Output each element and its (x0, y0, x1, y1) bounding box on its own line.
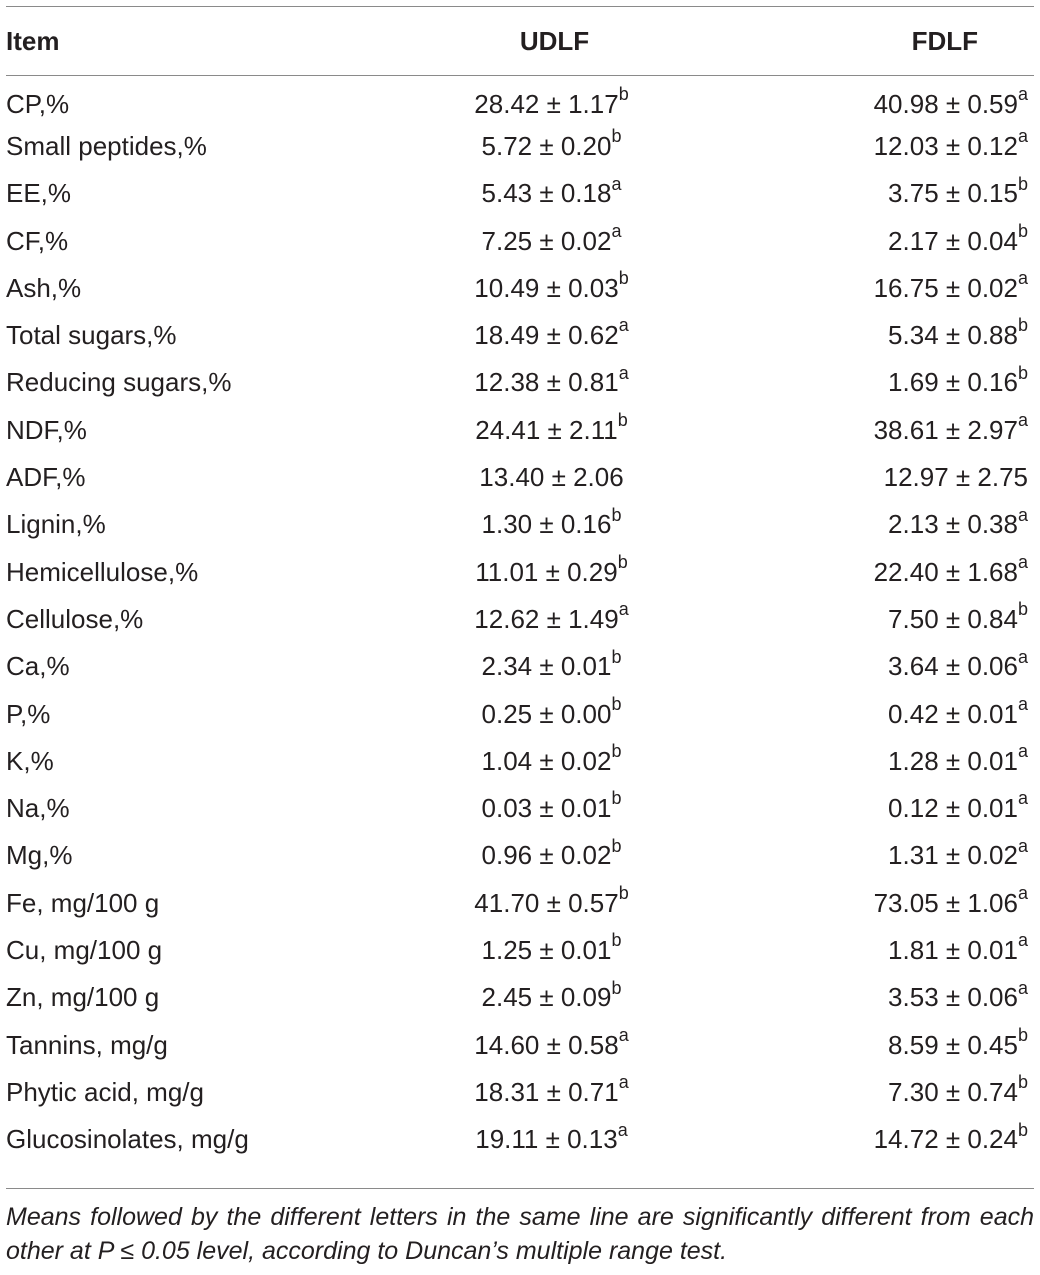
fdlf-significance-letter: b (1017, 1119, 1028, 1140)
udlf-significance-letter: b (611, 126, 622, 147)
udlf-value: 14.60 ± 0.58 (474, 1029, 619, 1060)
udlf-significance-letter: b (617, 410, 628, 431)
row-item-label: Hemicellulose,% (6, 556, 199, 587)
table-body (6, 75, 1034, 1163)
fdlf-cell (677, 122, 1034, 169)
fdlf-significance-letter: b (1017, 315, 1028, 336)
row-item-label: Glucosinolates, mg/g (6, 1124, 249, 1155)
table-row (6, 926, 1034, 973)
table-row (6, 453, 1034, 500)
fdlf-significance-letter: b (1017, 1024, 1028, 1045)
udlf-value: 1.04 ± 0.02 (481, 745, 612, 776)
table-row (6, 832, 1034, 879)
table-row (6, 75, 1034, 122)
udlf-cell (336, 548, 677, 595)
fdlf-cell (677, 926, 1034, 973)
udlf-significance-letter: a (611, 173, 622, 194)
fdlf-significance-letter: a (1017, 410, 1028, 431)
fdlf-cell (677, 217, 1034, 264)
table-row (6, 974, 1034, 1021)
udlf-cell (336, 170, 677, 217)
udlf-value: 18.49 ± 0.62 (474, 320, 619, 351)
fdlf-value: 0.42 ± 0.01 (888, 698, 1018, 729)
row-item-label: Ca,% (6, 651, 70, 682)
fdlf-cell (677, 784, 1034, 831)
fdlf-value: 1.31 ± 0.02 (888, 840, 1018, 871)
header-row (6, 7, 1034, 75)
fdlf-significance-letter: a (1017, 835, 1028, 856)
fdlf-value: 3.75 ± 0.15 (888, 178, 1018, 209)
composition-table (6, 7, 1034, 1163)
udlf-value: 2.45 ± 0.09 (481, 982, 612, 1013)
udlf-cell (336, 595, 677, 642)
fdlf-value: 8.59 ± 0.45 (888, 1029, 1018, 1060)
table-row (6, 264, 1034, 311)
fdlf-cell (677, 1116, 1034, 1163)
row-item-label: Phytic acid, mg/g (6, 1076, 204, 1107)
udlf-significance-letter: a (618, 599, 629, 620)
udlf-cell (336, 1068, 677, 1115)
udlf-cell (336, 784, 677, 831)
fdlf-significance-letter: a (1017, 977, 1028, 998)
table-row (6, 879, 1034, 926)
row-item-label: Cellulose,% (6, 603, 144, 634)
fdlf-cell (677, 359, 1034, 406)
udlf-significance-letter: b (618, 83, 629, 104)
fdlf-significance-letter: a (1017, 883, 1028, 904)
table-row (6, 170, 1034, 217)
fdlf-cell (677, 170, 1034, 217)
udlf-significance-letter: b (618, 268, 629, 289)
udlf-value: 5.43 ± 0.18 (481, 178, 612, 209)
fdlf-value: 1.69 ± 0.16 (888, 367, 1018, 398)
fdlf-cell (677, 1021, 1034, 1068)
table-row (6, 1068, 1034, 1115)
fdlf-cell (677, 453, 1034, 500)
udlf-significance-letter: b (611, 646, 622, 667)
udlf-value: 28.42 ± 1.17 (474, 88, 619, 119)
udlf-cell (336, 974, 677, 1021)
fdlf-significance-letter: b (1017, 362, 1028, 383)
row-item-label: Zn, mg/100 g (6, 982, 160, 1013)
fdlf-value: 12.97 ± 2.75 (883, 462, 1028, 493)
udlf-significance-letter: b (611, 977, 622, 998)
row-item-label: K,% (6, 745, 54, 776)
fdlf-value: 40.98 ± 0.59 (873, 88, 1018, 119)
udlf-value: 18.31 ± 0.71 (474, 1076, 619, 1107)
fdlf-cell (677, 690, 1034, 737)
table-bottom-rule (6, 1188, 1034, 1189)
table-row (6, 1021, 1034, 1068)
udlf-cell (336, 359, 677, 406)
udlf-cell (336, 501, 677, 548)
udlf-value: 1.30 ± 0.16 (481, 509, 612, 540)
udlf-significance-letter: b (611, 930, 622, 951)
udlf-value: 41.70 ± 0.57 (474, 887, 619, 918)
fdlf-significance-letter: a (1017, 741, 1028, 762)
udlf-cell (336, 879, 677, 926)
fdlf-cell (677, 737, 1034, 784)
row-item-label: CF,% (6, 225, 69, 256)
udlf-significance-letter: b (611, 504, 622, 525)
udlf-significance-letter: b (611, 835, 622, 856)
udlf-value: 19.11 ± 0.13 (475, 1124, 618, 1155)
udlf-value: 13.40 ± 2.06 (479, 462, 624, 493)
udlf-value: 10.49 ± 0.03 (474, 272, 619, 303)
fdlf-value: 7.30 ± 0.74 (888, 1076, 1018, 1107)
table-row (6, 311, 1034, 358)
udlf-cell (336, 311, 677, 358)
row-item-label: Fe, mg/100 g (6, 887, 160, 918)
udlf-value: 0.03 ± 0.01 (481, 793, 612, 824)
table-row (6, 690, 1034, 737)
udlf-cell (336, 453, 677, 500)
fdlf-cell (677, 264, 1034, 311)
fdlf-significance-letter: a (1017, 788, 1028, 809)
table-row (6, 737, 1034, 784)
fdlf-value: 16.75 ± 0.02 (873, 272, 1018, 303)
fdlf-significance-letter: a (1017, 646, 1028, 667)
fdlf-value: 73.05 ± 1.06 (873, 887, 1018, 918)
fdlf-significance-letter: b (1017, 173, 1028, 194)
fdlf-cell (677, 406, 1034, 453)
row-item-label: NDF,% (6, 414, 87, 445)
udlf-significance-letter: a (611, 220, 622, 241)
udlf-significance-letter: b (611, 741, 622, 762)
table-footnote: Means followed by the different letters in the same line are significantly different from each other at P ≤ 0.05 level, according to Duncan’s multiple range test. (6, 1203, 1034, 1265)
udlf-significance-letter: a (618, 315, 629, 336)
udlf-significance-letter: b (617, 551, 628, 572)
row-item-label: Ash,% (6, 272, 82, 303)
table-row (6, 643, 1034, 690)
fdlf-value: 38.61 ± 2.97 (873, 414, 1018, 445)
udlf-value: 0.25 ± 0.00 (481, 698, 612, 729)
udlf-significance-letter: b (611, 788, 622, 809)
udlf-cell (336, 217, 677, 264)
fdlf-cell (677, 643, 1034, 690)
row-item-label: ADF,% (6, 462, 86, 493)
row-item-label: Total sugars,% (6, 320, 177, 351)
udlf-cell (336, 690, 677, 737)
fdlf-significance-letter: a (1017, 693, 1028, 714)
fdlf-cell (677, 879, 1034, 926)
table-row (6, 501, 1034, 548)
row-item-label: Tannins, mg/g (6, 1029, 168, 1060)
row-item-label: Reducing sugars,% (6, 367, 232, 398)
fdlf-significance-letter: a (1017, 504, 1028, 525)
udlf-value: 12.38 ± 0.81 (474, 367, 619, 398)
row-item-label: P,% (6, 698, 51, 729)
udlf-significance-letter: a (618, 1024, 629, 1045)
fdlf-significance-letter: b (1017, 599, 1028, 620)
row-item-label: EE,% (6, 178, 72, 209)
table-row (6, 359, 1034, 406)
header-fdlf: FDLF (911, 26, 978, 56)
fdlf-value: 1.81 ± 0.01 (888, 934, 1018, 965)
udlf-value: 11.01 ± 0.29 (475, 556, 618, 587)
udlf-cell (336, 1116, 677, 1163)
fdlf-value: 5.34 ± 0.88 (888, 320, 1018, 351)
header-udlf: UDLF (519, 26, 590, 56)
row-item-label: Small peptides,% (6, 130, 207, 161)
row-item-label: Lignin,% (6, 509, 106, 540)
udlf-cell (336, 75, 677, 122)
udlf-cell (336, 264, 677, 311)
fdlf-value: 0.12 ± 0.01 (888, 793, 1018, 824)
udlf-cell (336, 832, 677, 879)
udlf-value: 12.62 ± 1.49 (474, 603, 619, 634)
udlf-significance-letter: b (611, 693, 622, 714)
udlf-value: 1.25 ± 0.01 (481, 934, 612, 965)
table-row (6, 406, 1034, 453)
table-row (6, 595, 1034, 642)
fdlf-cell (677, 311, 1034, 358)
udlf-cell (336, 122, 677, 169)
udlf-value: 24.41 ± 2.11 (475, 414, 618, 445)
fdlf-significance-letter: a (1017, 930, 1028, 951)
fdlf-value: 3.64 ± 0.06 (888, 651, 1018, 682)
fdlf-value: 1.28 ± 0.01 (888, 745, 1018, 776)
fdlf-cell (677, 832, 1034, 879)
fdlf-significance-letter: b (1017, 1072, 1028, 1093)
udlf-significance-letter: a (617, 1119, 628, 1140)
fdlf-cell (677, 75, 1034, 122)
header-item: Item (6, 26, 60, 56)
row-item-label: Na,% (6, 793, 70, 824)
table-row (6, 122, 1034, 169)
fdlf-significance-letter: a (1017, 83, 1028, 104)
table-row (6, 784, 1034, 831)
row-item-label: Cu, mg/100 g (6, 934, 163, 965)
fdlf-significance-letter: a (1017, 551, 1028, 572)
table-row (6, 1116, 1034, 1163)
table-header (6, 7, 1034, 75)
udlf-cell (336, 737, 677, 784)
udlf-significance-letter: b (618, 883, 629, 904)
fdlf-value: 3.53 ± 0.06 (888, 982, 1018, 1013)
fdlf-value: 7.50 ± 0.84 (888, 603, 1018, 634)
udlf-value: 5.72 ± 0.20 (481, 130, 612, 161)
udlf-significance-letter: a (618, 362, 629, 383)
row-item-label: Mg,% (6, 840, 73, 871)
udlf-value: 2.34 ± 0.01 (481, 651, 612, 682)
udlf-cell (336, 1021, 677, 1068)
udlf-significance-letter: a (618, 1072, 629, 1093)
fdlf-cell (677, 548, 1034, 595)
fdlf-cell (677, 595, 1034, 642)
table-row (6, 548, 1034, 595)
fdlf-value: 2.13 ± 0.38 (888, 509, 1018, 540)
udlf-value: 0.96 ± 0.02 (481, 840, 612, 871)
table-row (6, 217, 1034, 264)
fdlf-significance-letter: b (1017, 220, 1028, 241)
row-item-label: CP,% (6, 88, 70, 119)
fdlf-value: 22.40 ± 1.68 (873, 556, 1018, 587)
udlf-cell (336, 406, 677, 453)
fdlf-significance-letter: a (1017, 268, 1028, 289)
fdlf-cell (677, 974, 1034, 1021)
fdlf-value: 14.72 ± 0.24 (873, 1124, 1018, 1155)
udlf-cell (336, 926, 677, 973)
fdlf-value: 2.17 ± 0.04 (888, 225, 1018, 256)
fdlf-significance-letter: a (1017, 126, 1028, 147)
fdlf-cell (677, 1068, 1034, 1115)
udlf-value: 7.25 ± 0.02 (481, 225, 612, 256)
udlf-cell (336, 643, 677, 690)
fdlf-cell (677, 501, 1034, 548)
fdlf-value: 12.03 ± 0.12 (873, 130, 1018, 161)
